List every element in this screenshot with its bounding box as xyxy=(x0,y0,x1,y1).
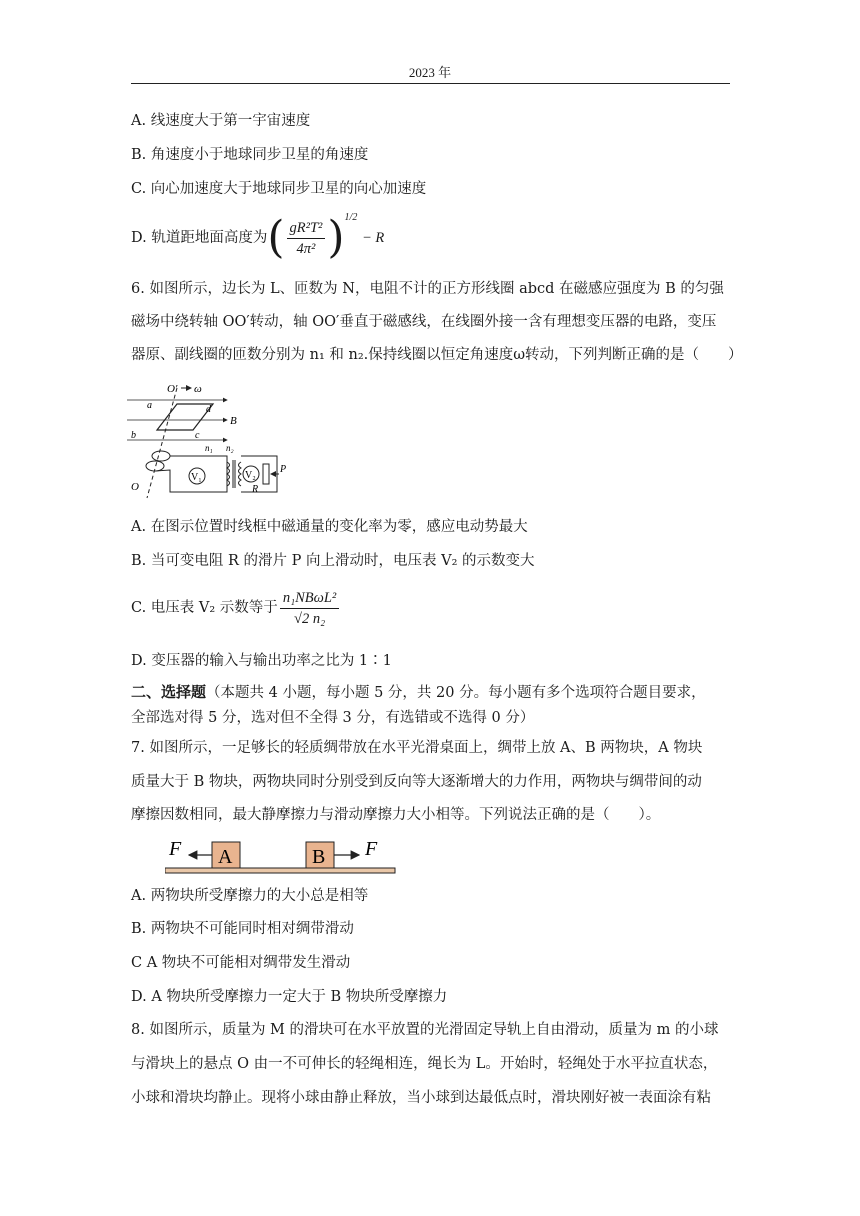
label-b: b xyxy=(131,430,136,441)
label-b-field: B xyxy=(230,415,237,427)
fraction-denominator: √2 n₂ xyxy=(293,610,326,627)
q6-option-d: D. 变压器的输入与输出功率之比为 1∶1 xyxy=(131,653,392,669)
variable-resistor xyxy=(263,464,269,484)
q5-option-a: A. 线速度大于第一宇宙速度 xyxy=(131,113,311,129)
q7-stem-line-2: 质量大于 B 物块，两物块同时分别受到反向等大逐渐增大的力作用，两物块与绸带间的动 xyxy=(131,774,702,790)
q5-option-b: B. 角速度小于地球同步卫星的角速度 xyxy=(131,147,369,163)
q7-option-c: C A 物块不可能相对绸带发生滑动 xyxy=(131,955,351,971)
q8-stem-line-1: 8. 如图所示，质量为 M 的滑块可在水平放置的光滑固定导轨上自由滑动，质量为 m 的小球 xyxy=(131,1022,719,1038)
q6-option-a: A. 在图示位置时线框中磁通量的变化率为零，感应电动势最大 xyxy=(131,519,528,535)
label-c: c xyxy=(195,430,200,441)
q6-stem-line-1: 6. 如图所示，边长为 L、匝数为 N，电阻不计的正方形线圈 abcd 在磁感应强度为 B 的匀强 xyxy=(131,281,724,297)
label-omega: ω xyxy=(194,383,202,395)
slip-ring-1 xyxy=(152,451,170,461)
label-force-left: F xyxy=(169,838,182,860)
q6-option-b: B. 当可变电阻 R 的滑片 P 向上滑动时，电压表 V₂ 的示数变大 xyxy=(131,553,535,569)
section-2-title: 二、选择题 xyxy=(131,683,207,701)
page-header-year: 2023 年 xyxy=(408,65,452,80)
q5-option-d-suffix: − R xyxy=(361,230,385,246)
q7-stem-line-1: 7. 如图所示，一足够长的轻质绸带放在水平光滑桌面上，绸带上放 A、B 两物块，A 物块 xyxy=(131,740,703,756)
fraction-denominator: 4π² xyxy=(296,240,316,257)
q6-option-c xyxy=(131,584,341,632)
label-a: a xyxy=(147,400,152,411)
header-rule xyxy=(131,83,730,84)
left-paren: ( xyxy=(267,212,285,263)
q7-option-d: D. A 物块所受摩擦力一定大于 B 物块所受摩擦力 xyxy=(131,989,448,1005)
label-r: R xyxy=(252,484,259,495)
secondary-coil xyxy=(239,462,242,486)
label-n1: n₁ xyxy=(205,443,213,453)
q6-coil-circuit-figure xyxy=(127,380,287,508)
label-force-right: F xyxy=(365,838,378,860)
q6-option-c-fraction xyxy=(280,588,339,629)
q5-option-d-fraction xyxy=(287,218,326,259)
q7-stem-line-3: 摩擦因数相同，最大静摩擦力与滑动摩擦力大小相等。下列说法正确的是（ ）。 xyxy=(131,807,661,823)
q5-option-c: C. 向心加速度大于地球同步卫星的向心加速度 xyxy=(131,181,427,197)
right-paren: ) xyxy=(327,212,345,263)
label-p: P xyxy=(280,464,287,475)
section-2-desc-1: （本题共 4 小题，每小题 5 分，共 20 分。每小题有多个选项符合题目要求， xyxy=(206,685,706,701)
section-2-desc-2: 全部选对得 5 分，选对但不全得 3 分，有选错或不选得 0 分） xyxy=(131,710,535,726)
q7-option-b: B. 两物块不可能同时相对绸带滑动 xyxy=(131,921,354,937)
label-d: d xyxy=(206,404,211,415)
fraction-numerator: n₁NBωL² xyxy=(280,588,339,609)
fraction-numerator: gR²T² xyxy=(287,218,326,239)
label-v2: V₂ xyxy=(245,470,256,481)
label-block-a: A xyxy=(218,846,233,868)
q8-stem-line-2: 与滑块上的悬点 O 由一不可伸长的轻绳相连，绳长为 L。开始时，轻绳处于水平拉直状态， xyxy=(131,1056,718,1072)
q7-option-a: A. 两物块所受摩擦力的大小总是相等 xyxy=(131,888,369,904)
q5-option-d-prefix: D. 轨道距地面高度为 xyxy=(131,230,268,246)
q7-blocks-figure xyxy=(165,834,405,878)
label-v1: V₁ xyxy=(191,472,202,483)
coil-abcd xyxy=(157,404,213,430)
q6-option-c-prefix: C. 电压表 V₂ 示数等于 xyxy=(131,600,278,616)
q5-option-d xyxy=(131,208,384,268)
exponent: 1/2 xyxy=(344,212,358,223)
q6-stem-line-2: 磁场中绕转轴 OO′转动，轴 OO′垂直于磁感线，在线圈外接一含有理想变压器的电路，变压 xyxy=(131,314,717,330)
label-o: O xyxy=(131,481,139,493)
section-2-heading xyxy=(131,681,706,704)
label-block-b: B xyxy=(312,846,326,868)
label-n2: n₂ xyxy=(226,443,234,453)
label-o-prime: O′ xyxy=(167,383,178,395)
q8-stem-line-3: 小球和滑块均静止。现将小球由静止释放，当小球到达最低点时，滑块刚好被一表面涂有粘 xyxy=(131,1090,711,1106)
q6-stem-line-3: 器原、副线圈的匝数分别为 n₁ 和 n₂.保持线圈以恒定角速度ω转动，下列判断正确的是（ ） xyxy=(131,347,743,363)
silk-ribbon xyxy=(165,868,395,873)
